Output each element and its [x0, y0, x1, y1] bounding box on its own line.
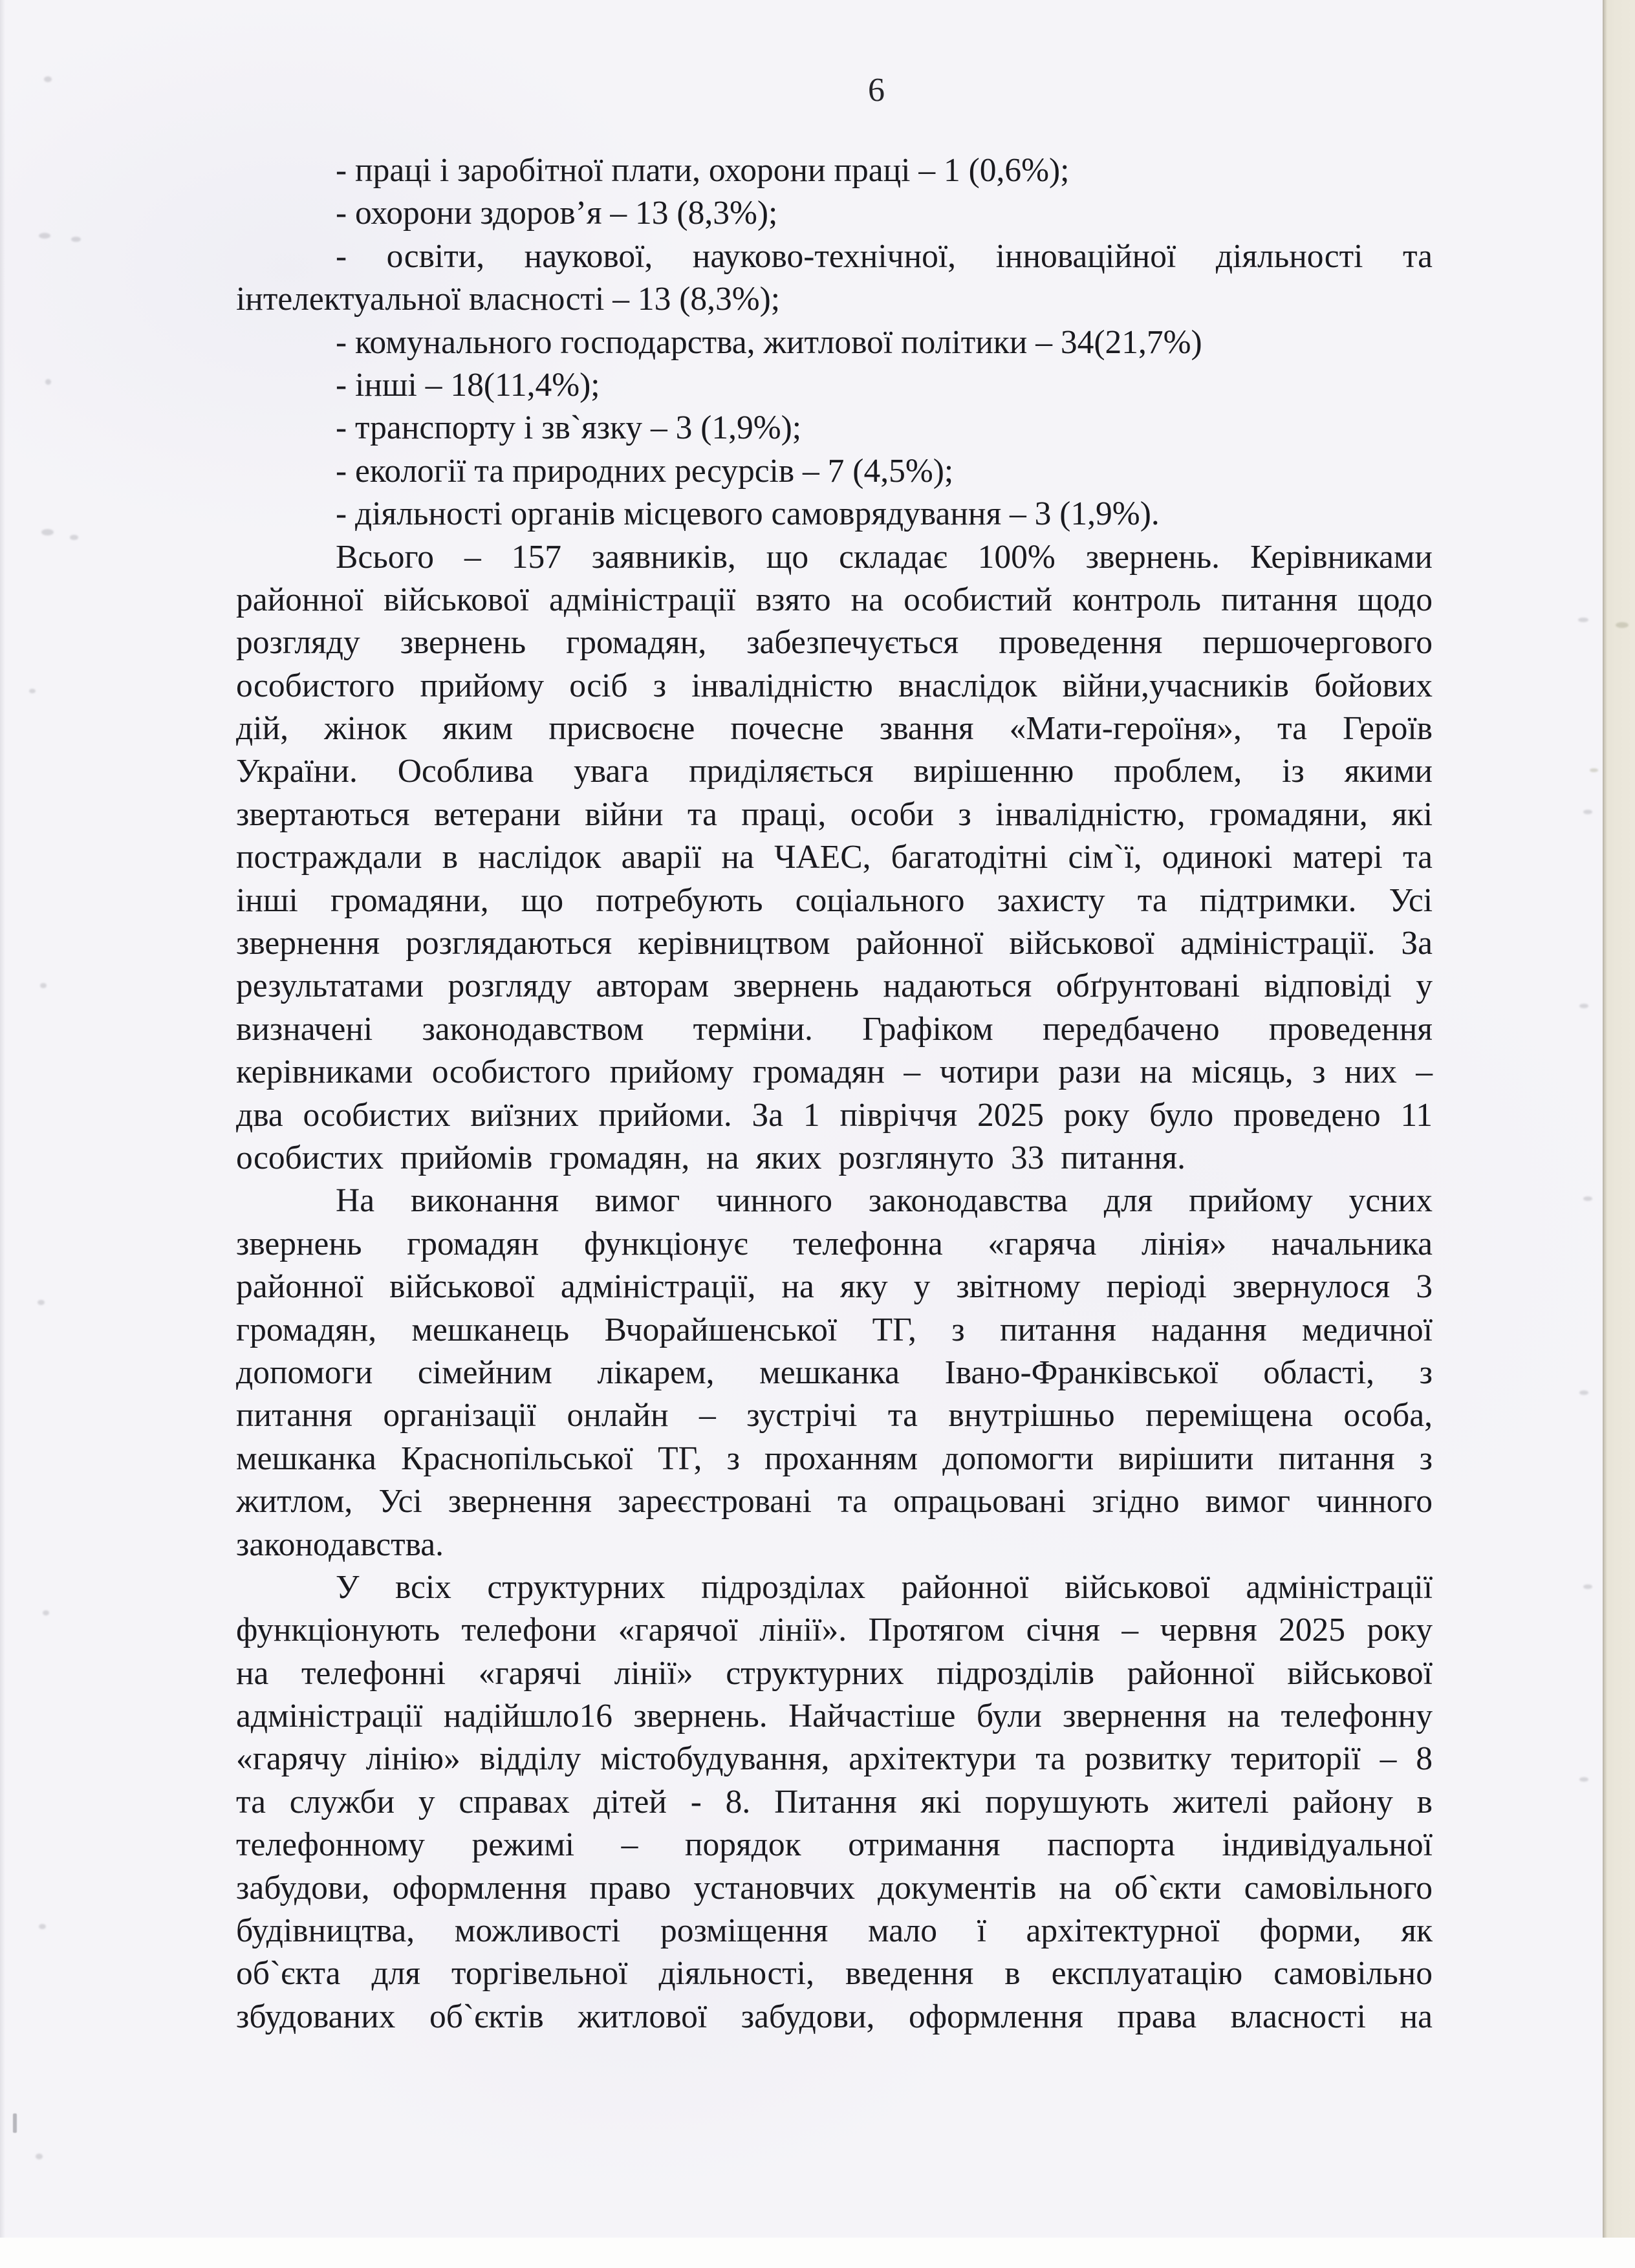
text-line: мешканка Краснопільської ТГ, з проханням допомогти вирішити питання з	[236, 1440, 1433, 1477]
page-left-shadow	[0, 0, 5, 2238]
scan-speck	[39, 1924, 46, 1929]
scan-speck	[39, 233, 50, 239]
scan-speck	[1579, 1390, 1588, 1395]
text-line: районної військової адміністрації взято на особистий контроль питання щодо	[236, 581, 1433, 618]
text-line: будівництва, можливості розміщення мало ї архітектурної форми, як	[236, 1912, 1433, 1950]
text-line: телефонному режимі – порядок отримання паспорта індивідуальної	[236, 1826, 1433, 1864]
scan-speck	[1583, 810, 1592, 814]
text-line: «гарячу лінію» відділу містобудування, архітектури та розвитку території – 8	[236, 1740, 1433, 1778]
text-line: функціонують телефони «гарячої лінії». Протягом січня – червня 2025 року	[236, 1612, 1433, 1649]
text-line: адміністрації надійшло16 звернень. Найчастіше були звернення на телефонну	[236, 1698, 1433, 1735]
text-line: - праці і заробітної плати, охорони праці – 1 (0,6%);	[336, 152, 1070, 189]
scan-speck	[45, 379, 51, 385]
text-line: дій, жінок яким присвоєне почесне звання «Мати-героїня», та Героїв	[236, 710, 1433, 748]
text-line: питання організації онлайн – зустрічі та внутрішньо переміщена особа,	[236, 1397, 1433, 1434]
text-line: звернення розглядаються керівництвом районної військової адміністрації. За	[236, 925, 1433, 962]
scan-speck	[1579, 1004, 1588, 1008]
text-line: законодавства.	[236, 1526, 444, 1563]
scan-speck	[29, 689, 36, 693]
text-line: - інші – 18(11,4%);	[336, 366, 600, 404]
scan-speck	[1579, 1777, 1588, 1782]
text-line: - діяльності органів місцевого самоврядування – 3 (1,9%).	[336, 495, 1160, 533]
scan-speck	[1578, 618, 1588, 622]
scan-speck	[43, 1610, 49, 1615]
scan-speck	[1590, 768, 1598, 772]
text-line: об`єкта для торгівельної діяльності, введення в експлуатацію самовільно	[236, 1955, 1433, 1993]
page-number: 6	[868, 72, 885, 109]
scan-speck	[71, 237, 81, 242]
text-line: інтелектуальної власності – 13 (8,3%);	[236, 281, 781, 318]
text-line: розгляду звернень громадян, забезпечується проведення першочергового	[236, 624, 1433, 662]
text-line: Всього – 157 заявників, що складає 100% звернень. Керівниками	[336, 538, 1433, 576]
text-line: житлом, Усі звернення зареєстровані та опрацьовані згідно вимог чинного	[236, 1483, 1433, 1520]
scan-bottom-edge	[0, 2238, 1635, 2268]
scan-speck	[36, 2154, 43, 2159]
text-line: забудови, оформлення право установчих документів на об`єкти самовільного	[236, 1869, 1433, 1906]
text-line: два особистих виїзних прийоми. За 1 півріччя 2025 року було проведено 11	[236, 1096, 1433, 1134]
text-line: України. Особлива увага приділяється вирішенню проблем, із якими	[236, 753, 1433, 790]
text-line: на телефонні «гарячі лінії» структурних підрозділів районної військової	[236, 1654, 1433, 1692]
text-line: У всіх структурних підрозділах районної військової адміністрації	[336, 1568, 1433, 1606]
text-line: збудованих об`єктів житлової забудови, оформлення права власності на	[236, 1998, 1433, 2035]
text-line: районної військової адміністрації, на яку у звітному періоді звернулося 3	[236, 1268, 1433, 1306]
text-line: громадян, мешканець Вчорайшенської ТГ, з питання надання медичної	[236, 1311, 1433, 1348]
text-line: визначені законодавством терміни. Графіком передбачено проведення	[236, 1010, 1433, 1048]
text-line: - охорони здоров’я – 13 (8,3%);	[336, 195, 778, 232]
text-line: На виконання вимог чинного законодавства для прийому усних	[336, 1182, 1433, 1220]
scan-speck	[41, 529, 54, 535]
text-line: особистих прийомів громадян, на яких розглянуто 33 питання.	[236, 1139, 1186, 1176]
scan-speck	[38, 1300, 45, 1305]
scan-speck	[1583, 1196, 1592, 1201]
text-line: та служби у справах дітей - 8. Питання які порушують жителі району в	[236, 1783, 1433, 1820]
text-line: - освіти, наукової, науково-технічної, інноваційної діяльності та	[336, 237, 1433, 275]
scan-speck	[1583, 1584, 1592, 1589]
text-line: постраждали в наслідок аварії на ЧАЕС, багатодітні сім`ї, одинокі матері та	[236, 839, 1433, 876]
text-line: допомоги сімейним лікарем, мешканка Івано-Франківської області, з	[236, 1354, 1433, 1391]
scan-speck	[1616, 622, 1629, 628]
page-right-edge	[1603, 0, 1635, 2238]
scan-speck	[13, 2113, 17, 2133]
text-line: - комунального господарства, житлової політики – 34(21,7%)	[336, 323, 1202, 361]
text-line: особистого прийому осіб з інвалідністю внаслідок війни,учасників бойових	[236, 667, 1433, 704]
text-line: звертаються ветерани війни та праці, особи з інвалідністю, громадяни, які	[236, 795, 1433, 833]
text-line: результатами розгляду авторам звернень надаються обґрунтовані відповіді у	[236, 967, 1433, 1005]
text-line: - екології та природних ресурсів – 7 (4,5%);	[336, 452, 954, 490]
document-body-text	[236, 149, 1433, 2038]
scan-speck	[44, 76, 52, 82]
text-line: інші громадяни, що потребують соціального захисту та підтримки. Усі	[236, 881, 1433, 919]
scan-speck	[70, 535, 78, 540]
text-line: звернень громадян функціонує телефонна «гаряча лінія» начальника	[236, 1225, 1433, 1262]
scan-speck	[40, 983, 47, 988]
text-line: - транспорту і зв`язку – 3 (1,9%);	[336, 409, 802, 447]
text-line: керівниками особистого прийому громадян – чотири рази на місяць, з них –	[236, 1053, 1433, 1091]
